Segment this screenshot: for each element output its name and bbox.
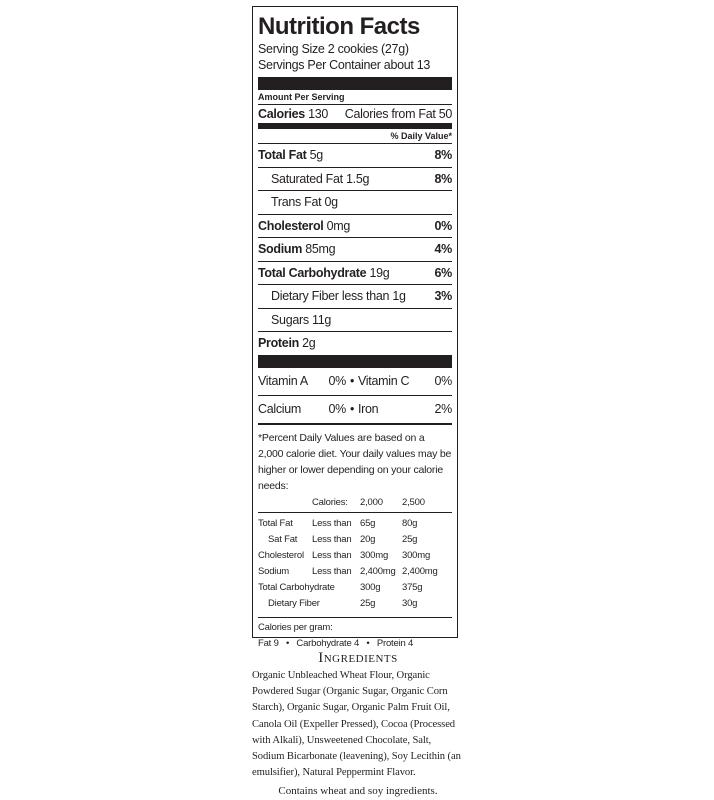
table-row: Dietary Fiber 25g 30g	[268, 598, 418, 609]
table-row: Sodium Less than 2,400mg 2,400mg	[258, 566, 438, 577]
calories-value: 130	[308, 107, 329, 121]
thick-divider	[258, 355, 452, 368]
nutrient-amount: 11g	[312, 312, 332, 327]
calories-from-fat: Calories from Fat 50	[344, 107, 452, 121]
nutrient-amount: 0mg	[326, 218, 351, 233]
nutrient-row-cholesterol	[258, 214, 452, 238]
vitamin-name: Vitamin A	[258, 374, 308, 388]
label-title: Nutrition Facts	[258, 13, 420, 40]
calories-row	[258, 104, 452, 123]
nutrient-amount: 1.5g	[346, 171, 370, 186]
servings-per-container: Servings Per Container about 13	[258, 58, 431, 72]
allergen-statement: Contains wheat and soy ingredients.	[278, 785, 438, 798]
vitamin-name: Iron	[358, 402, 379, 416]
vitamin-value: 0%	[434, 374, 452, 388]
nutrient-amount: 85mg	[305, 242, 336, 257]
nutrient-amount: 19g	[369, 265, 390, 280]
nutrient-label: Total Carbohydrate	[258, 265, 367, 280]
nutrient-dv: 6%	[434, 265, 452, 280]
nutrient-row-saturated-fat	[258, 167, 452, 191]
vitamin-value: 0%	[328, 374, 346, 388]
footnote-table-header: Calories: 2,000 2,500	[258, 494, 452, 513]
footnote-table	[258, 494, 452, 612]
nutrient-label: Saturated Fat	[271, 171, 343, 186]
nutrient-dv: 8%	[434, 148, 452, 163]
table-row: Total Fat Less than 65g 80g	[258, 518, 418, 529]
amount-per-serving: Amount Per Serving	[258, 92, 345, 102]
vitamin-row	[258, 368, 452, 395]
vitamin-row	[258, 395, 452, 423]
vitamin-name: Calcium	[258, 402, 302, 416]
calories-per-gram-label: Calories per gram:	[258, 621, 333, 633]
nutrient-amount: less than 1g	[341, 289, 406, 304]
nutrient-label: Total Fat	[258, 148, 307, 163]
nutrient-label: Cholesterol	[258, 218, 324, 233]
nutrient-amount: 5g	[309, 148, 323, 163]
nutrient-label: Sodium	[258, 242, 303, 257]
nutrient-dv: 4%	[434, 242, 452, 257]
ingredients-title: Ingredients	[318, 650, 398, 666]
daily-value-footnote: *Percent Daily Values are based on a 2,000 calorie diet. Your daily values may be higher or lower depending on your calorie needs:	[258, 431, 452, 492]
nutrient-row-protein	[258, 331, 452, 355]
bullet-separator: •	[349, 374, 355, 388]
nutrient-amount: 0g	[324, 195, 338, 210]
nutrient-dv: 0%	[434, 218, 452, 233]
calories-label: Calories	[258, 107, 305, 121]
serving-size: Serving Size 2 cookies (27g)	[258, 42, 409, 56]
thick-divider	[258, 77, 452, 90]
vitamin-value: 2%	[434, 402, 452, 416]
vitamin-name: Vitamin C	[358, 374, 410, 388]
nutrient-dv: 3%	[434, 289, 452, 304]
nutrient-row-trans-fat	[258, 190, 452, 214]
nutrient-row-sodium	[258, 237, 452, 261]
nutrient-dv: 8%	[434, 171, 452, 186]
calories-per-gram: Fat 9 • Carbohydrate 4 • Protein 4	[258, 637, 414, 649]
nutrient-row-total-carbohydrate	[258, 261, 452, 285]
nutrient-label: Trans Fat	[271, 195, 322, 210]
nutrient-label: Protein	[258, 336, 299, 351]
nutrient-label: Sugars	[271, 312, 309, 327]
nutrient-amount: 2g	[302, 336, 316, 351]
ingredients-section	[252, 648, 464, 797]
nutrient-row-dietary-fiber	[258, 284, 452, 308]
nutrition-facts-panel	[252, 6, 458, 649]
table-row: Cholesterol Less than 300mg 300mg	[258, 550, 431, 561]
nutrient-label: Dietary Fiber	[271, 289, 339, 304]
ingredients-text: Organic Unbleached Wheat Flour, Organic Powdered Sugar (Organic Sugar, Organic Corn Starch), Organic Sugar, Organic Palm Fruit Oil, Canola Oil (Expeller Pressed), Cocoa (Processed with Alkali), Unsweetened Chocolate, Salt, Sodium Bicarbonate (leavening), Soy Lecithin (an emulsifier), Natural Peppermint Flavor.	[252, 670, 461, 779]
nutrient-row-sugars	[258, 308, 452, 332]
table-row: Total Carbohydrate 300g 375g	[258, 582, 423, 593]
bullet-separator: •	[349, 402, 355, 416]
daily-value-header: % Daily Value*	[390, 131, 452, 141]
nutrient-row-total-fat	[258, 143, 452, 167]
vitamin-value: 0%	[328, 402, 346, 416]
table-row: Sat Fat Less than 20g 25g	[268, 534, 418, 545]
